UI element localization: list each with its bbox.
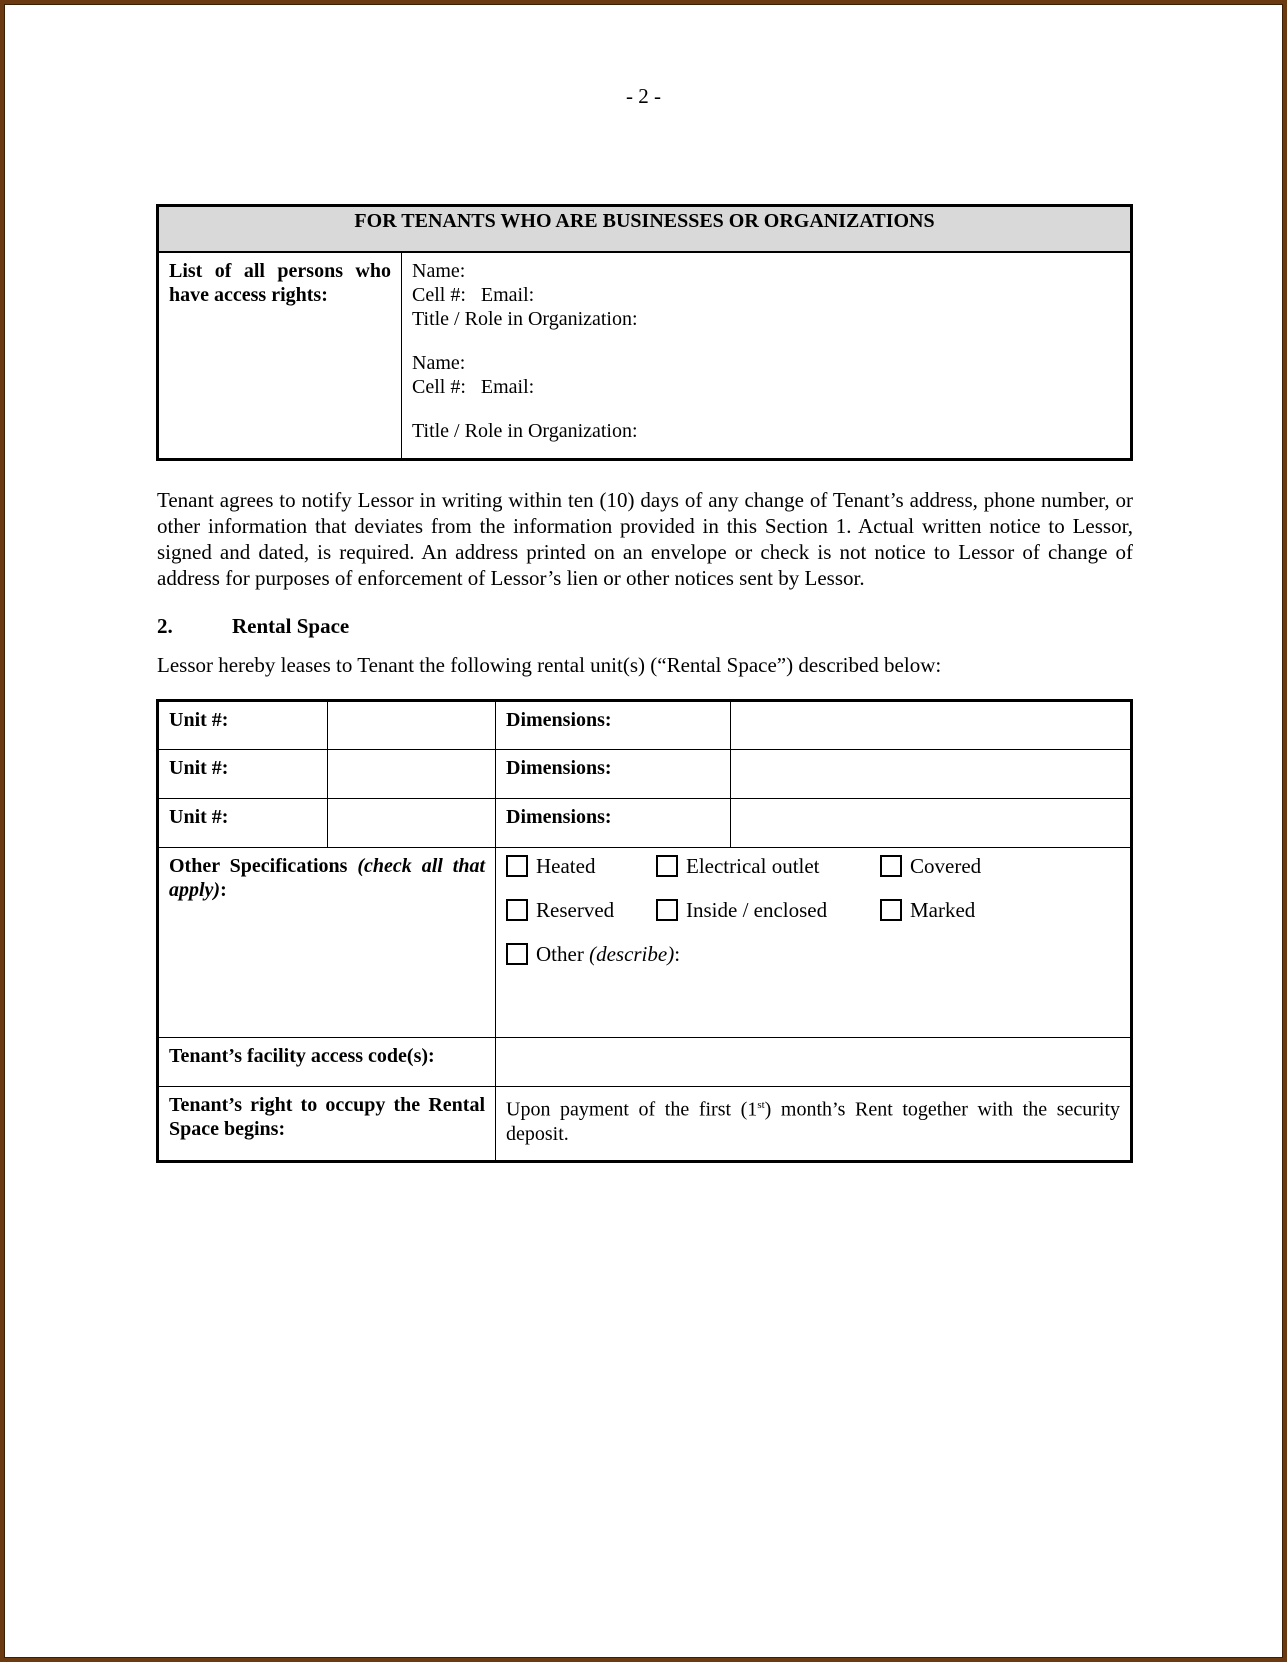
dimensions-value[interactable] xyxy=(731,750,1132,799)
specs-checkboxes xyxy=(496,848,1132,1038)
checkbox-icon xyxy=(656,855,678,877)
section-title: Rental Space xyxy=(232,614,350,638)
checkbox-covered[interactable]: Covered xyxy=(880,854,1100,878)
email-field[interactable]: Email: xyxy=(480,283,535,306)
notice-paragraph: Tenant agrees to notify Lessor in writing within ten (10) days of any change of Tenant’s address, phone number, or other information that deviates from the information provided in this Section 1. Actual written notice to Lessor, signed and dated, is required. An address printed on an envelope or check is not notice to Lessor of change of address for purposes of enforcement of Lessor’s lien or other notices sent by Lessor. xyxy=(157,488,1133,590)
rental-space-table xyxy=(156,699,1133,1163)
access-persons-label: List of all persons who have access rights: xyxy=(158,252,402,460)
checkbox-marked[interactable]: Marked xyxy=(880,898,1100,922)
unit-label: Unit #: xyxy=(158,701,328,750)
dimensions-label: Dimensions: xyxy=(496,799,731,848)
access-code-value[interactable] xyxy=(496,1038,1132,1087)
title-field[interactable]: Title / Role in Organization: xyxy=(412,419,638,442)
cell-field[interactable]: Cell #: xyxy=(412,375,466,398)
checkbox-icon xyxy=(880,855,902,877)
unit-value[interactable] xyxy=(328,701,496,750)
section-heading xyxy=(157,614,349,639)
checkbox-heated[interactable]: Heated xyxy=(506,854,656,878)
unit-value[interactable] xyxy=(328,799,496,848)
unit-label: Unit #: xyxy=(158,799,328,848)
page-number: - 2 - xyxy=(626,84,661,108)
dimensions-label: Dimensions: xyxy=(496,750,731,799)
occupy-label: Tenant’s right to occupy the Rental Space begins: xyxy=(158,1087,496,1162)
title-field[interactable]: Title / Role in Organization: xyxy=(412,307,638,330)
unit-value[interactable] xyxy=(328,750,496,799)
name-field[interactable]: Name: xyxy=(412,351,466,374)
name-field[interactable]: Name: xyxy=(412,259,466,282)
business-tenants-table xyxy=(156,204,1133,461)
section-intro: Lessor hereby leases to Tenant the following rental unit(s) (“Rental Space”) described below: xyxy=(157,653,942,677)
email-field[interactable]: Email: xyxy=(480,375,535,398)
other-specs-label: Other Specifications (check all that apply): xyxy=(158,848,496,1038)
dimensions-label: Dimensions: xyxy=(496,701,731,750)
checkbox-icon xyxy=(506,899,528,921)
table-header: FOR TENANTS WHO ARE BUSINESSES OR ORGANIZATIONS xyxy=(158,206,1132,252)
checkbox-electrical-outlet[interactable]: Electrical outlet xyxy=(656,854,880,878)
occupy-text: Upon payment of the first (1st) month’s Rent together with the security deposit. xyxy=(496,1087,1132,1162)
checkbox-icon xyxy=(506,943,528,965)
dimensions-value[interactable] xyxy=(731,701,1132,750)
checkbox-reserved[interactable]: Reserved xyxy=(506,898,656,922)
checkbox-inside-enclosed[interactable]: Inside / enclosed xyxy=(656,898,880,922)
dimensions-value[interactable] xyxy=(731,799,1132,848)
checkbox-icon xyxy=(656,899,678,921)
checkbox-other[interactable]: Other (describe) : xyxy=(506,942,1100,966)
unit-label: Unit #: xyxy=(158,750,328,799)
access-code-label: Tenant’s facility access code(s): xyxy=(158,1038,496,1087)
cell-field[interactable]: Cell #: xyxy=(412,283,466,306)
section-number: 2. xyxy=(157,614,173,638)
checkbox-icon xyxy=(880,899,902,921)
access-persons-entries xyxy=(402,252,1132,460)
checkbox-icon xyxy=(506,855,528,877)
